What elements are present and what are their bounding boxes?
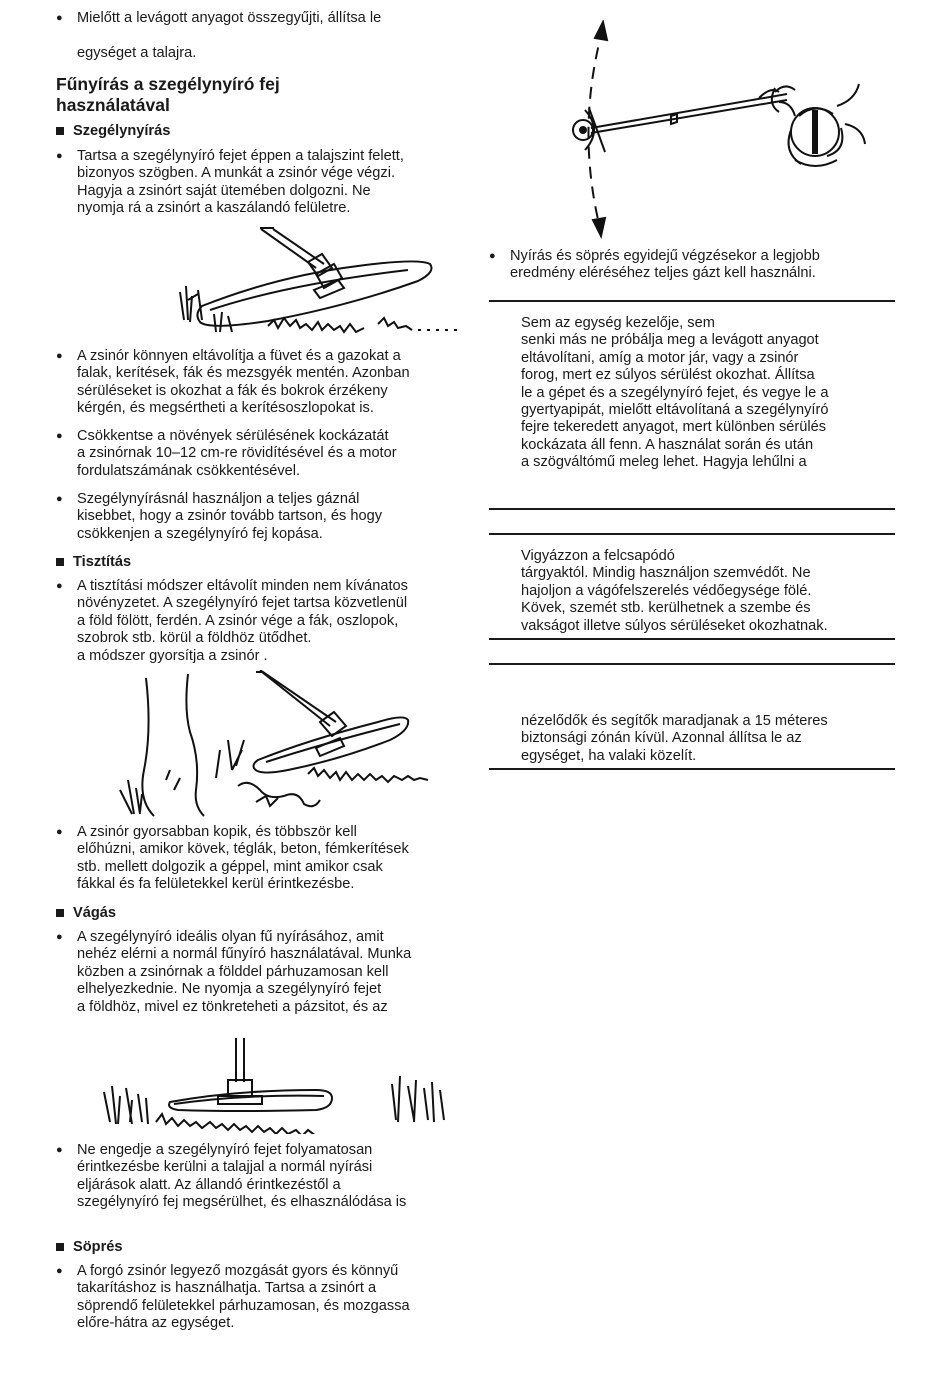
bullet-text: Ne engedje a szegélynyíró fejet folyamatosan érintkezésbe kerülni a talajjal a normál nyírási eljárások alatt. Az állandó érintkezéstől a szegélynyíró fej megsérülhet, és elhasználódása is [77,1142,407,1211]
subheading-vagas: Vágás [56,905,116,922]
bullet-text: Nyírás és söprés egyidejű végzésekor a legjobb eredmény eléréséhez teljes gázt kell használni. [510,248,820,282]
bullet-text: Mielőtt a levágott anyagot összegyűjti, állítsa le egységet a talajra. [77,10,382,61]
bullet-text: A forgó zsinór legyező mozgását gyors és könnyű takarításhoz is használhatja. Tartsa a zsinórt a söprendő felületekkel párhuzamosan, és mozgassa előre-hátra az egységet. [77,1263,410,1332]
bullet-text: A zsinór könnyen eltávolítja a füvet és a gazokat a falak, kerítések, fák és mezsgyék mentén. Azonban sérüléseket is okozhat a fák és bokrok érzékeny kérgén, és megsértheti a kerítésoszlopokat is. [77,348,410,417]
bullet-icon: ● [56,1144,63,1156]
divider [489,508,895,510]
warning-text: Sem az egység kezelője, sem senki más ne próbálja meg a levágott anyagot eltávolítani, amíg a motor jár, vagy a zsinór forog, mert ez súlyos sérülést okozhat. Állítsa le a gépet és a szegélynyíró fejet, és vegye le a gyertyapipát, mielőtt eltávolítaná a szegélynyíró fejre tekeredett anyagot, mert különben sérülés kockázata áll fenn. A használat során és után a szögváltómű meleg lehet. Hagyja lehűlni a [521,315,829,471]
bullet-icon: ● [56,1265,63,1277]
cutting-illustration [96,1036,476,1134]
bullet-icon: ● [56,493,63,505]
warning-text: nézelődők és segítők maradjanak a 15 méteres biztonsági zónán kívül. Azonnal állítsa le az egységet, ha valaki közelít. [521,713,828,764]
divider [489,768,895,770]
divider [489,638,895,640]
divider [489,533,895,535]
subheading-tisztitas: Tisztítás [56,554,131,571]
square-bullet-icon [56,127,64,135]
bullet-text: A szegélynyíró ideális olyan fű nyírásához, amit nehéz elérni a normál fűnyíró használatával. Munka közben a zsinórnak a földdel párhuzamosan kell elhelyezkednie. Ne nyomja a szegélynyíró fejet a földhöz, mivel ez tönkreteheti a pázsitot, és az [77,929,412,1015]
square-bullet-icon [56,558,64,566]
sweeping-illustration [559,20,889,240]
divider [489,300,895,302]
bullet-text: A zsinór gyorsabban kopik, és többször kell előhúzni, amikor kövek, téglák, beton, fémkerítések stb. mellett dolgozik a géppel, mint amikor csak fákkal és fa felületekkel kerül érintkezésbe. [77,824,409,893]
bullet-text: Csökkentse a növények sérülésének kockázatát a zsinórnak 10–12 cm-re rövidítésével és a motor fordulatszámának csökkentésével. [77,428,397,479]
bullet-icon: ● [56,350,63,362]
bullet-icon: ● [56,826,63,838]
subheading-szegelynyiras: Szegélynyírás [56,123,170,140]
bullet-icon: ● [56,580,63,592]
bullet-text: Szegélynyírásnál használjon a teljes gáznál kisebbet, hogy a zsinór tovább tartson, és hogy csökkenjen a szegélynyíró fej kopása. [77,491,383,542]
edging-illustration [118,226,468,341]
section-heading: Fűnyírás a szegélynyíró fej használatával [56,74,280,115]
square-bullet-icon [56,1243,64,1251]
bullet-icon: ● [56,430,63,442]
bullet-icon: ● [56,931,63,943]
square-bullet-icon [56,909,64,917]
cleaning-illustration [108,670,468,820]
bullet-icon: ● [56,150,63,162]
warning-text: Vigyázzon a felcsapódó tárgyaktól. Mindig használjon szemvédőt. Ne hajoljon a vágófelszerelés védőegysége fölé. Kövek, szemét stb. kerülhetnek a szembe és vakságot illetve súlyos sérüléseket okozhatnak. [521,548,828,634]
bullet-icon: ● [489,250,496,262]
bullet-text: Tartsa a szegélynyíró fejet éppen a talajszint felett, bizonyos szögben. A munkát a zsinór vége végzi. Hagyja a zsinórt saját ütemében dolgozni. Ne nyomja rá a zsinórt a kaszálandó felületre. [77,148,404,217]
divider [489,663,895,665]
bullet-icon: ● [56,12,63,24]
bullet-text: A tisztítási módszer eltávolít minden nem kívánatos növényzetet. A szegélynyíró fejet tartsa közvetlenül a föld fölött, ferdén. A zsinór vége a fák, oszlopok, szobrok stb. körül a földhöz ütődhet. a módszer gyorsítja a zsinór . [77,578,408,664]
subheading-sopres: Söprés [56,1239,122,1256]
